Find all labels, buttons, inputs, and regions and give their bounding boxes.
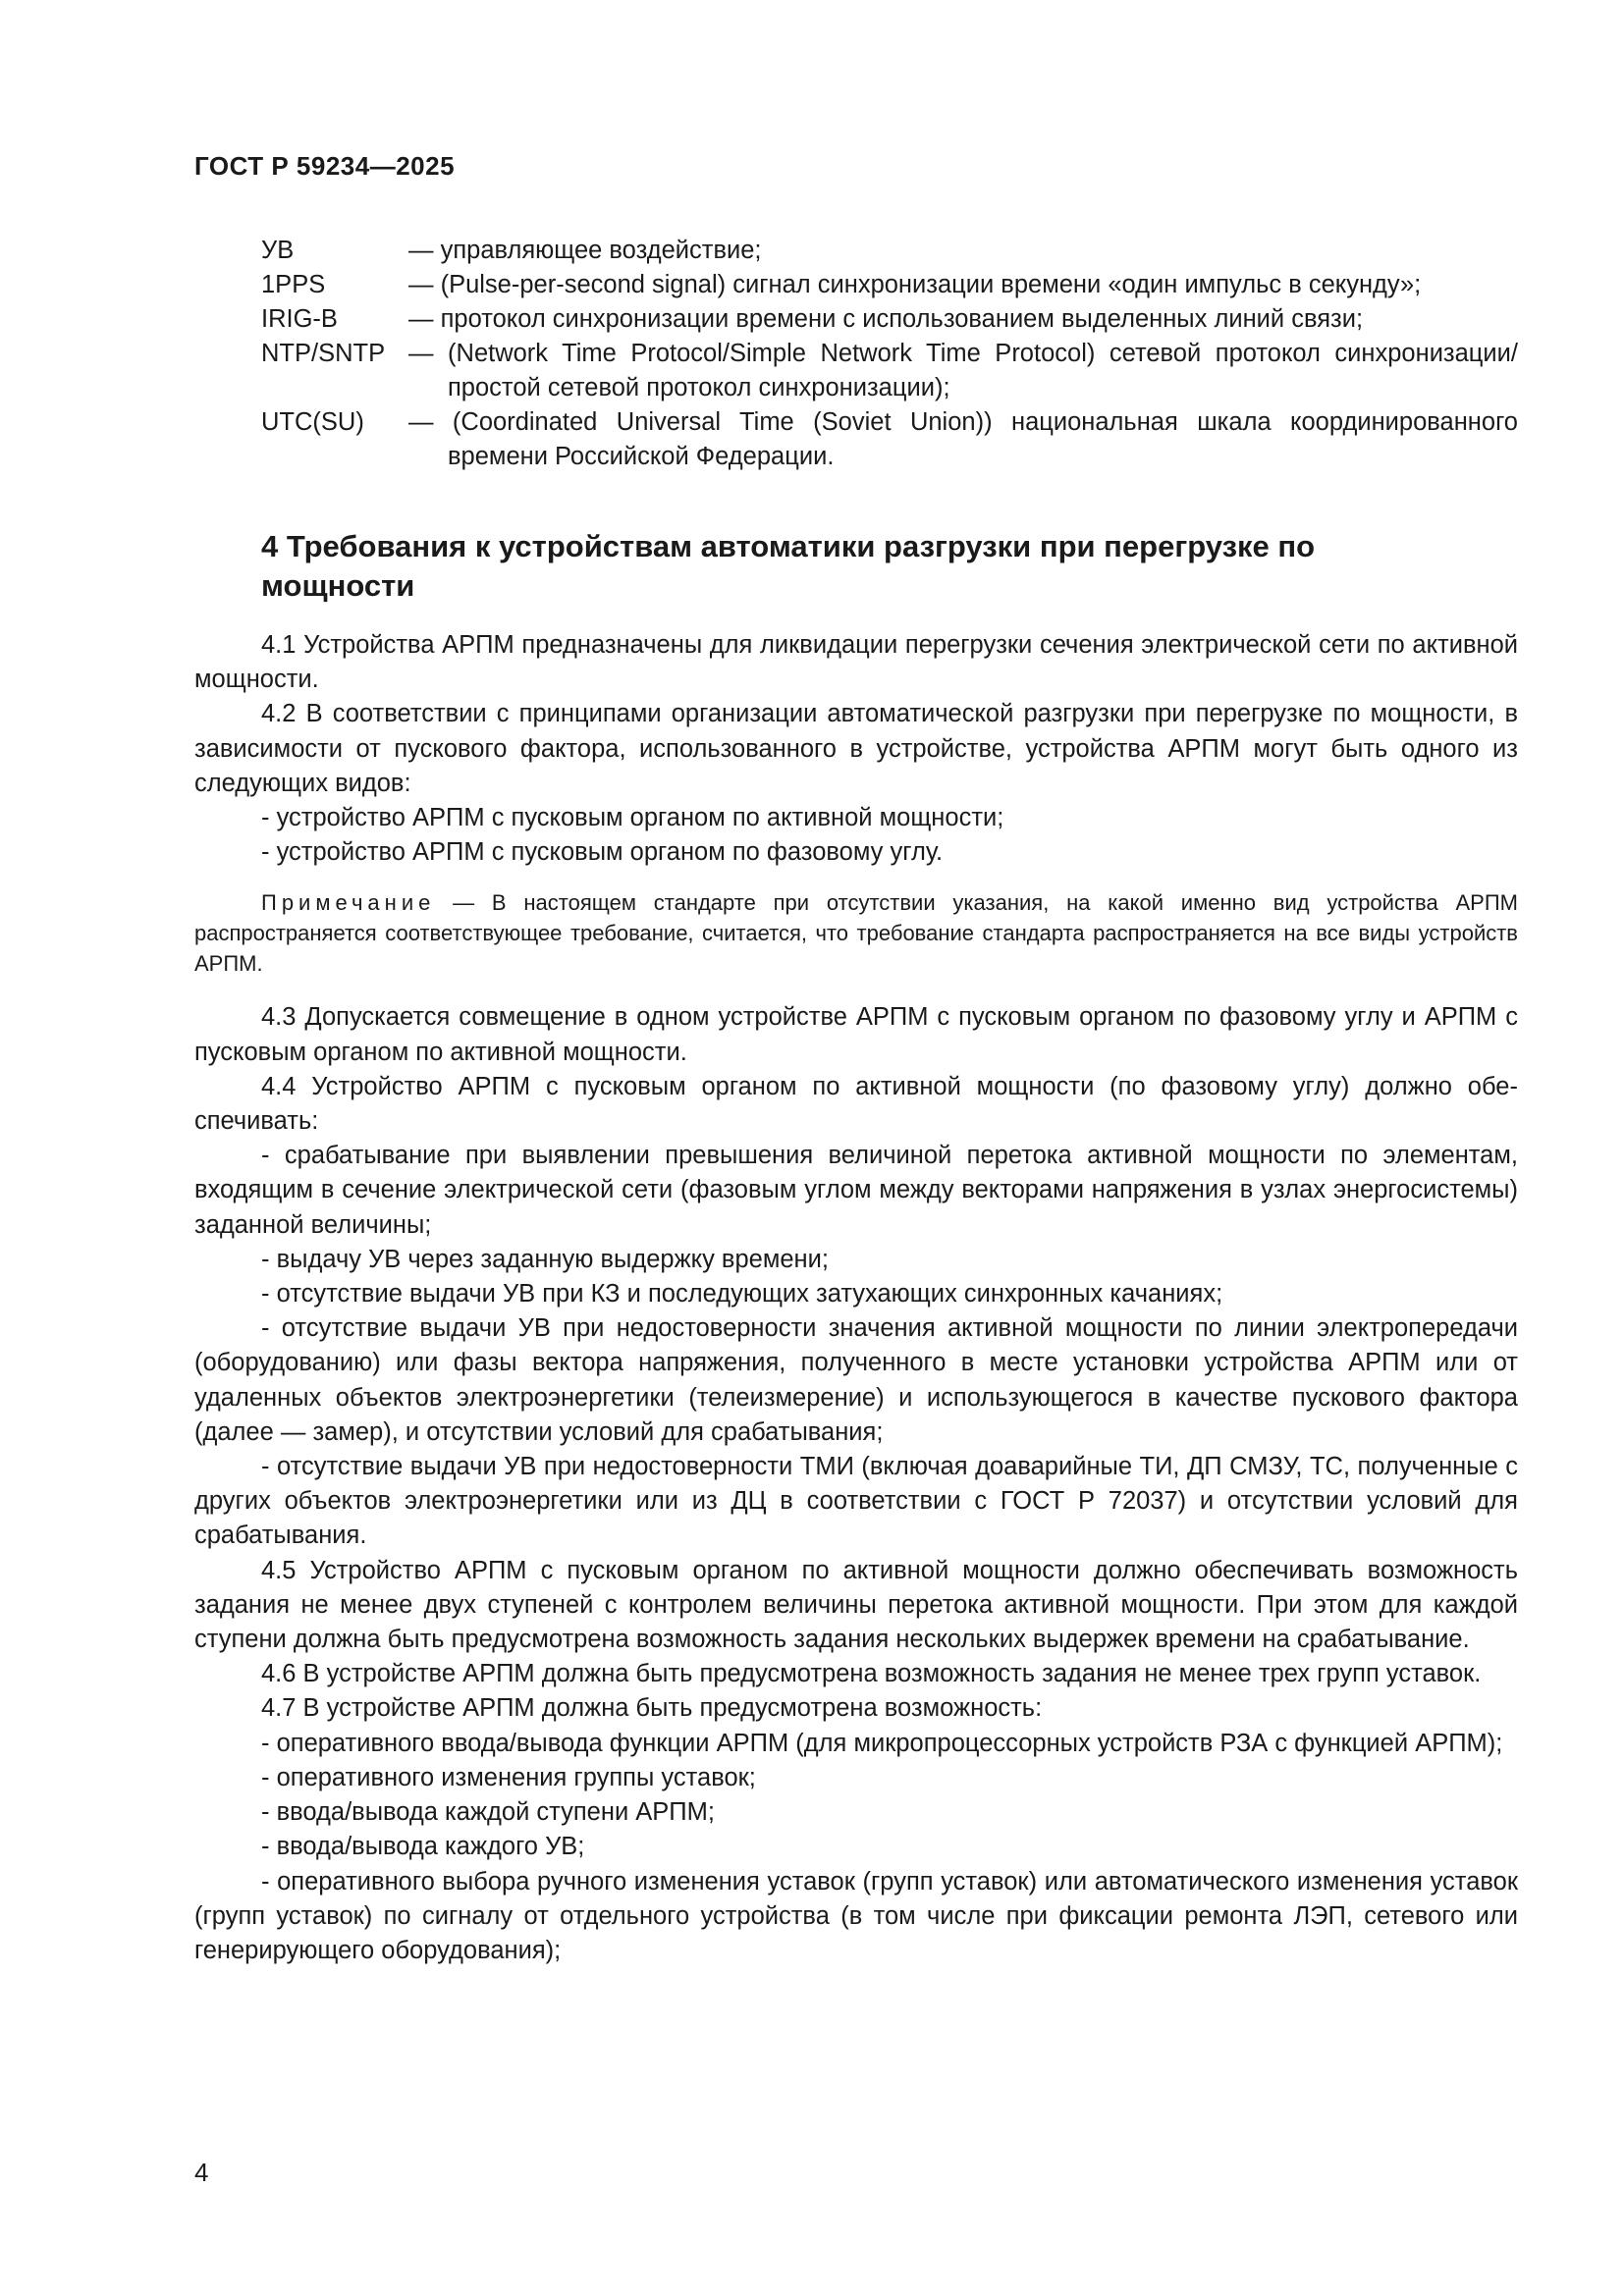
note-label: Примечание bbox=[261, 890, 436, 916]
list-item: - отсутствие выдачи УВ при недостоверности ТМИ (включая доаварийные ТИ, ДП СМЗУ, ТС, полученные с других объектов электроэнергетики или из ДЦ в соответствии с ГОСТ Р 72037) и отсутствии условий для срабатывания. bbox=[194, 1453, 1518, 1550]
paragraph-4-2: 4.2 В соответствии с принципами организации автоматической разгрузки при перегрузке по мощности, в зависимости от пускового фактора, использованного в устройстве, устройства АРПМ могут быть одного из следующих видов: bbox=[194, 700, 1518, 797]
abbreviation-row bbox=[261, 337, 1518, 405]
list-item: - ввода/вывода каждого УВ; bbox=[261, 1833, 585, 1861]
list-item: - устройство АРПМ с пусковым органом по фазовому углу. bbox=[261, 838, 944, 867]
abbreviation-definition: — (Network Time Protocol/Simple Network Time Protocol) сетевой протокол синхронизации/простой сетевой протокол синхронизации); bbox=[408, 340, 1518, 401]
paragraph-4-7: 4.7 В устройстве АРПМ должна быть предусмотрена возможность: bbox=[261, 1694, 1043, 1723]
abbreviation-row bbox=[261, 268, 1518, 302]
abbreviation-definition: — (Pulse-per-second signal) сигнал синхронизации времени «один импульс в секунду»; bbox=[408, 271, 1422, 298]
document-header: ГОСТ Р 59234—2025 bbox=[194, 151, 456, 181]
abbreviation-row bbox=[261, 405, 1518, 474]
paragraph-4-3: 4.3 Допускается совмещение в одном устройстве АРПМ с пусковым органом по фазовому углу и АРПМ с пусковым органом по активной мощности. bbox=[194, 1003, 1518, 1066]
abbreviation-term: IRIG-B bbox=[261, 305, 338, 333]
list-item: - оперативного выбора ручного изменения уставок (групп уставок) или автоматического изменения уставок (групп уставок) по сигналу от отдельного устройства (в том числе при фиксации ремонта ЛЭП, сетевого или генерирующего оборудования); bbox=[194, 1867, 1518, 1964]
paragraph-4-1: 4.1 Устройства АРПМ предназначены для ликвидации перегрузки сечения электрической сети по активной мощности. bbox=[194, 631, 1518, 694]
list-item: - оперативного ввода/вывода функции АРПМ (для микропроцессорных устройств РЗА с функцией АРПМ); bbox=[261, 1729, 1503, 1757]
section-body bbox=[194, 628, 1518, 1968]
note bbox=[194, 887, 1518, 979]
page-number: 4 bbox=[194, 2158, 209, 2187]
abbreviation-row bbox=[261, 302, 1518, 337]
abbreviation-definition: — (Coordinated Universal Time (Soviet Union)) национальная шкала координированного времени Российской Федерации. bbox=[408, 408, 1518, 470]
list-item: - отсутствие выдачи УВ при КЗ и последующих затухающих синхронных качаниях; bbox=[261, 1280, 1223, 1308]
list-item: - устройство АРПМ с пусковым органом по активной мощности; bbox=[261, 804, 1004, 832]
list-item: - выдачу УВ через заданную выдержку времени; bbox=[261, 1245, 829, 1273]
list-item: - отсутствие выдачи УВ при недостоверности значения активной мощности по линии электропередачи (оборудованию) или фазы вектора напряжения, полученного в месте установки устройства АРПМ или от удаленных объектов электроэнергетики (телеизмерение) и использующегося в качестве пускового фактора (далее — замер), и отсутствии условий для срабатывания; bbox=[194, 1314, 1518, 1446]
abbreviation-definition: — управляющее воздействие; bbox=[408, 237, 762, 264]
section-title: 4 Требования к устройствам автоматики разгрузки при перегрузке по мощности bbox=[261, 529, 1316, 603]
abbreviation-term: 1PPS bbox=[261, 271, 326, 298]
paragraph-4-5: 4.5 Устройство АРПМ с пусковым органом по активной мощности должно обеспечивать возможность задания не менее двух ступеней с контролем величины перетока активной мощности. При этом для каждой ступени должна быть предусмотрена возможность задания нескольких выдержек времени на срабатывание. bbox=[194, 1556, 1518, 1654]
list-item: - оперативного изменения группы уставок; bbox=[261, 1763, 756, 1791]
abbreviation-row bbox=[261, 234, 1518, 268]
abbreviations-list bbox=[261, 234, 1518, 474]
note-text: — В настоящем стандарте при отсутствии указания, на какой именно вид устройства АРПМ распространяется соответствующее требование, считается, что требование стандарта распространяется на все виды устройств АРПМ. bbox=[194, 890, 1518, 977]
paragraph-4-6: 4.6 В устройстве АРПМ должна быть предусмотрена возможность задания не менее трех групп уставок. bbox=[261, 1660, 1482, 1688]
abbreviation-term: УВ bbox=[261, 237, 295, 264]
list-item: - срабатывание при выявлении превышения величиной перетока активной мощности по элементам, входящим в сечение электрической сети (фазовым углом между векторами напряжения в узлах энергосистемы) заданной величины; bbox=[194, 1142, 1518, 1239]
abbreviation-term: UTC(SU) bbox=[261, 408, 364, 436]
list-item: - ввода/вывода каждой ступени АРПМ; bbox=[261, 1798, 715, 1827]
abbreviation-definition: — протокол синхронизации времени с использованием выделенных линий связи; bbox=[408, 305, 1364, 333]
abbreviation-term: NTP/SNTP bbox=[261, 340, 386, 367]
paragraph-4-4: 4.4 Устройство АРПМ с пусковым органом по активной мощности (по фазовому углу) должно обеспечивать: bbox=[194, 1072, 1518, 1136]
